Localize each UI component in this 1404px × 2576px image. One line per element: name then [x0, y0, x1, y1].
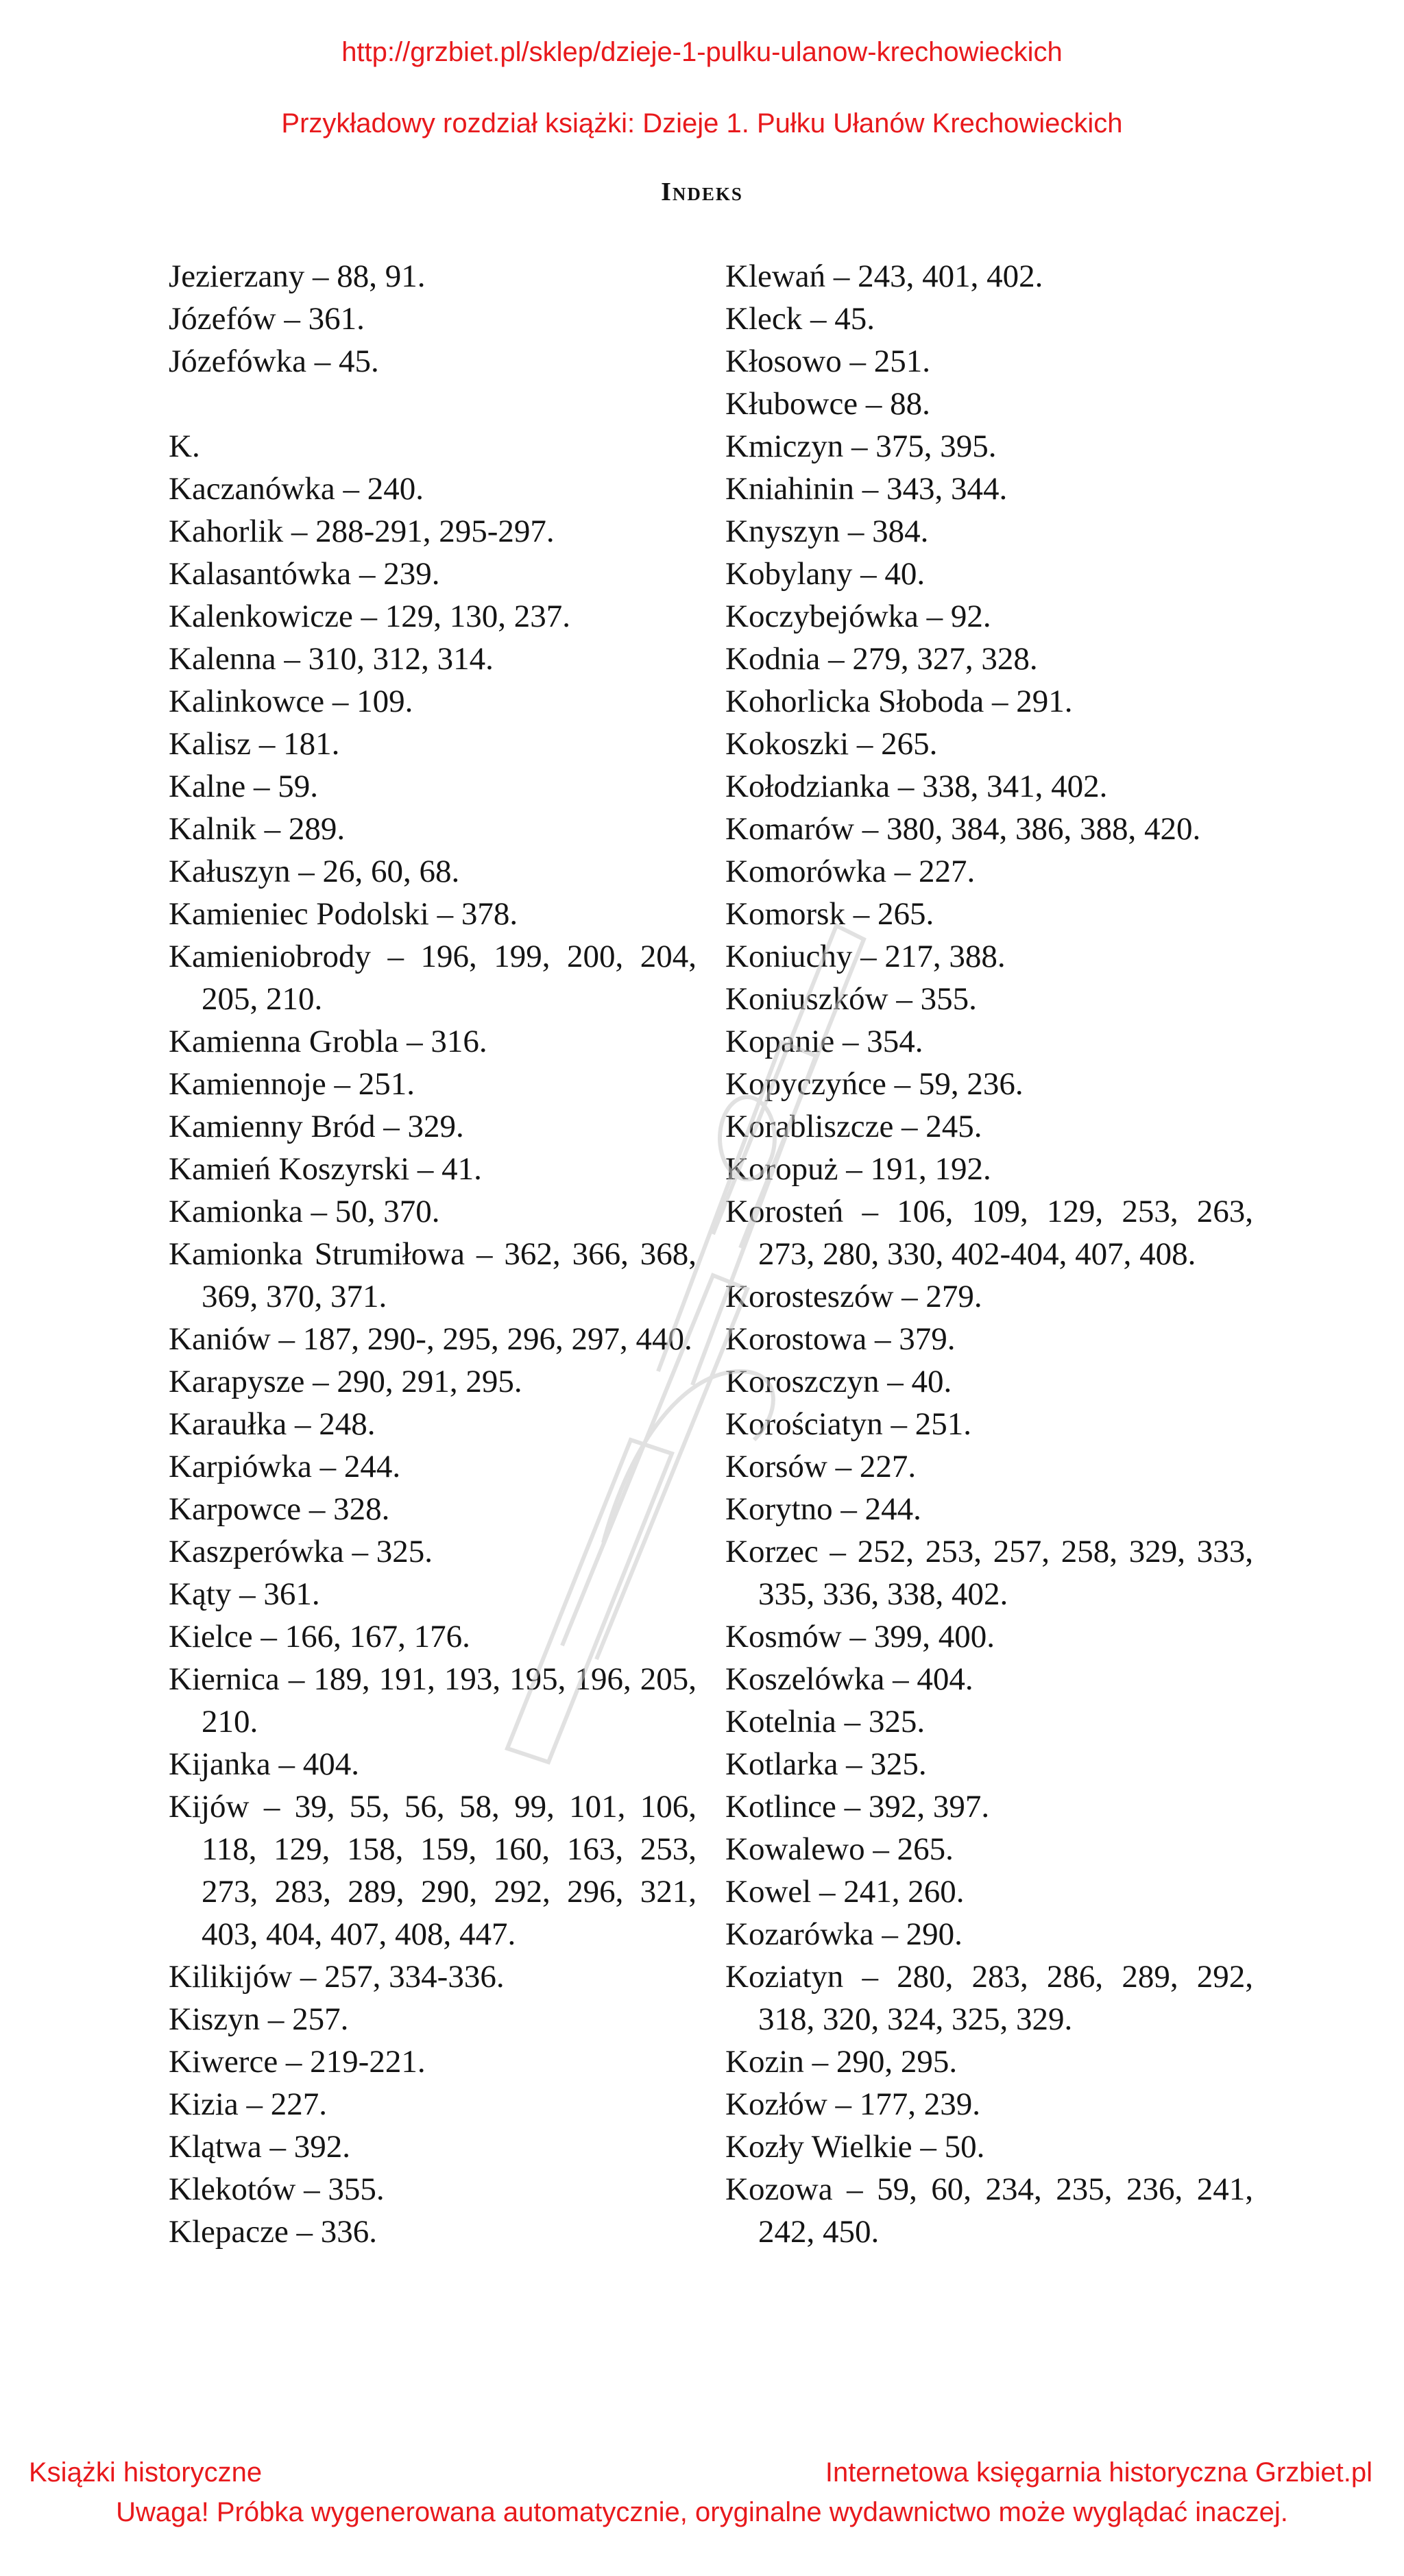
- index-entry: Kozowa – 59, 60, 234, 235, 236, 241, 242, 450.: [725, 2171, 1253, 2250]
- index-entry: Kotlince – 392, 397.: [725, 1789, 990, 1825]
- index-entry: Koropuż – 191, 192.: [725, 1151, 991, 1187]
- index-entry: Kłubowce – 88.: [725, 386, 930, 422]
- index-entry: Kiwerce – 219-221.: [169, 2044, 426, 2080]
- index-entry: Karaułka – 248.: [169, 1406, 376, 1442]
- index-entry: Kaniów – 187, 290-, 295, 296, 297, 440.: [169, 1321, 692, 1357]
- index-entry: [169, 383, 697, 425]
- index-entry: Kmiczyn – 375, 395.: [725, 429, 997, 464]
- index-entry: Kosmów – 399, 400.: [725, 1619, 995, 1654]
- index-entry: Komorówka – 227.: [725, 854, 976, 889]
- index-entry: Kopyczyńce – 59, 236.: [725, 1066, 1024, 1102]
- index-entry: Kobylany – 40.: [725, 556, 925, 592]
- index-entry: Józefów – 361.: [169, 301, 365, 337]
- index-entry: Kozin – 290, 295.: [725, 2044, 958, 2080]
- index-entry: Korostowa – 379.: [725, 1321, 956, 1357]
- index-entry: Kizia – 227.: [169, 2086, 328, 2122]
- index-entry: Kahorlik – 288-291, 295-297.: [169, 514, 555, 549]
- index-entry: Kamienny Bród – 329.: [169, 1109, 464, 1144]
- index-entry: Kiszyn – 257.: [169, 2001, 349, 2037]
- index-entry: Klewań – 243, 401, 402.: [725, 258, 1043, 294]
- index-entry: Komarów – 380, 384, 386, 388, 420.: [725, 811, 1201, 847]
- index-entry: Kielce – 166, 167, 176.: [169, 1619, 470, 1654]
- index-entry: Korsów – 227.: [725, 1449, 917, 1484]
- index-entry: Kamienna Grobla – 316.: [169, 1024, 487, 1059]
- index-entry: Kołodzianka – 338, 341, 402.: [725, 769, 1108, 804]
- index-entry: Kowel – 241, 260.: [725, 1874, 965, 1910]
- index-entry: Kłosowo – 251.: [725, 344, 930, 379]
- index-entry: Kozarówka – 290.: [725, 1916, 963, 1952]
- index-entry: Kąty – 361.: [169, 1576, 320, 1612]
- index-entry: Karapysze – 290, 291, 295.: [169, 1364, 522, 1399]
- index-entry: Korzec – 252, 253, 257, 258, 329, 333, 335, 336, 338, 402.: [725, 1534, 1253, 1612]
- footer-left[interactable]: Książki historyczne: [29, 2457, 263, 2488]
- index-entry: Koczybejówka – 92.: [725, 599, 991, 634]
- index-right-column: [725, 255, 1253, 2253]
- index-entry: Koniuchy – 217, 388.: [725, 939, 1006, 974]
- index-entry: Kamiennoje – 251.: [169, 1066, 415, 1102]
- index-entry: Korościatyn – 251.: [725, 1406, 971, 1442]
- footer-note: Uwaga! Próbka wygenerowana automatycznie, oryginalne wydawnictwo może wyglądać inaczej.: [116, 2497, 1288, 2527]
- index-entry: Kalinkowce – 109.: [169, 684, 413, 719]
- index-entry: Koroszczyn – 40.: [725, 1364, 952, 1399]
- index-entry: Kozły Wielkie – 50.: [725, 2129, 985, 2165]
- index-entry: Jezierzany – 88, 91.: [169, 258, 426, 294]
- index-entry: Karpowce – 328.: [169, 1491, 390, 1527]
- index-entry: Kodnia – 279, 327, 328.: [725, 641, 1038, 677]
- index-entry: Klepacze – 336.: [169, 2214, 378, 2250]
- index-entry: Kalenkowicze – 129, 130, 237.: [169, 599, 571, 634]
- index-entry: Klątwa – 392.: [169, 2129, 350, 2165]
- index-entry: Kamionka – 50, 370.: [169, 1194, 440, 1229]
- running-head: Indeks: [661, 178, 743, 206]
- index-entry: Kilikijów – 257, 334-336.: [169, 1959, 505, 1995]
- footer-right[interactable]: Internetowa księgarnia historyczna Grzbiet.pl: [825, 2457, 1372, 2488]
- index-entry: Kaczanówka – 240.: [169, 471, 424, 507]
- index-entry: Korabliszcze – 245.: [725, 1109, 982, 1144]
- index-entry: Kohorlicka Słoboda – 291.: [725, 684, 1073, 719]
- index-entry: Józefówka – 45.: [169, 344, 379, 379]
- index-entry: Kalenna – 310, 312, 314.: [169, 641, 494, 677]
- index-entry: Kaszperówka – 325.: [169, 1534, 433, 1569]
- index-entry: Kałuszyn – 26, 60, 68.: [169, 854, 460, 889]
- index-left-column: [169, 255, 697, 2253]
- index-entry: Korosteszów – 279.: [725, 1279, 982, 1314]
- index-entry: Koniuszków – 355.: [725, 981, 977, 1017]
- index-entry: Kijów – 39, 55, 56, 58, 99, 101, 106, 118, 129, 158, 159, 160, 163, 253, 273, 283, 289, 290, 292, 296, 321, 403, 404, 407, 408, 447.: [169, 1789, 697, 1952]
- index-entry: Kniahinin – 343, 344.: [725, 471, 1008, 507]
- index-entry: Kokoszki – 265.: [725, 726, 938, 762]
- index-entry: Kalasantówka – 239.: [169, 556, 440, 592]
- index-entry: Kalne – 59.: [169, 769, 318, 804]
- index-entry: Kamionka Strumiłowa – 362, 366, 368, 369, 370, 371.: [169, 1236, 697, 1314]
- index-entry: Kalnik – 289.: [169, 811, 346, 847]
- index-entry: Kotelnia – 325.: [725, 1704, 925, 1740]
- index-entry: Kamieniec Podolski – 378.: [169, 896, 518, 932]
- index-entry: K.: [169, 429, 200, 464]
- index-entry: Kotlarka – 325.: [725, 1746, 927, 1782]
- index-entry: Kijanka – 404.: [169, 1746, 360, 1782]
- index-entry: Kalisz – 181.: [169, 726, 340, 762]
- index-entry: Kiernica – 189, 191, 193, 195, 196, 205, 210.: [169, 1661, 697, 1740]
- index-entry: Kozłów – 177, 239.: [725, 2086, 981, 2122]
- index-entry: Knyszyn – 384.: [725, 514, 929, 549]
- index-entry: Koziatyn – 280, 283, 286, 289, 292, 318, 320, 324, 325, 329.: [725, 1959, 1253, 2037]
- index-entry: Kleck – 45.: [725, 301, 875, 337]
- index-entry: Korosteń – 106, 109, 129, 253, 263, 273, 280, 330, 402-404, 407, 408.: [725, 1194, 1253, 1272]
- index-entry: Komorsk – 265.: [725, 896, 934, 932]
- index-entry: Kopanie – 354.: [725, 1024, 923, 1059]
- index-entry: Kamień Koszyrski – 41.: [169, 1151, 482, 1187]
- index-entry: Kowalewo – 265.: [725, 1831, 954, 1867]
- index-entry: Karpiówka – 244.: [169, 1449, 401, 1484]
- index-entry: Koszelówka – 404.: [725, 1661, 973, 1697]
- header-subtitle: Przykładowy rozdział książki: Dzieje 1. Pułku Ułanów Krechowieckich: [281, 108, 1123, 139]
- index-entry: Kamieniobrody – 196, 199, 200, 204, 205, 210.: [169, 939, 697, 1017]
- header-url[interactable]: http://grzbiet.pl/sklep/dzieje-1-pulku-ulanow-krechowieckich: [341, 37, 1063, 67]
- index-entry: Korytno – 244.: [725, 1491, 921, 1527]
- index-entry: Klekotów – 355.: [169, 2171, 385, 2207]
